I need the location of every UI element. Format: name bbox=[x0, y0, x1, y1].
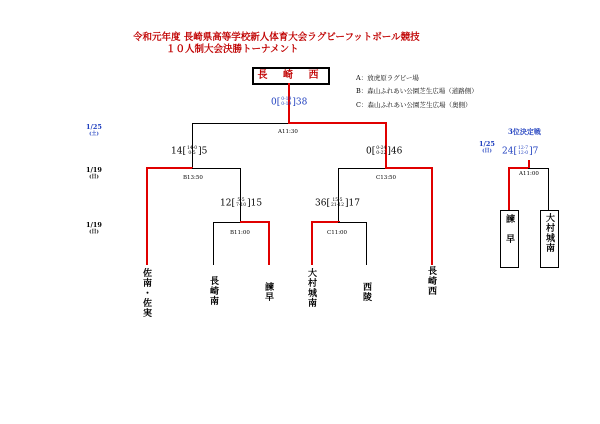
detail-bottom: 0-22 bbox=[376, 151, 387, 156]
semi-right-black bbox=[338, 168, 386, 169]
qf-right-score bbox=[315, 198, 360, 209]
semi-right-red bbox=[385, 167, 433, 169]
team-isahaya: 諫早 bbox=[263, 282, 273, 302]
legend-b: B：森山ふれあい公園芝生広場（道路側） bbox=[356, 87, 478, 95]
score-detail bbox=[376, 146, 386, 156]
page-title: 令和元年度 長崎県高等学校新人体育大会ラグビーフットボール競技 bbox=[133, 32, 420, 43]
team-seiryo: 西陵 bbox=[361, 282, 371, 302]
score-left: 12[ bbox=[220, 198, 235, 209]
semi-left-red bbox=[146, 167, 193, 169]
third-right-line bbox=[548, 168, 549, 210]
detail-top: 12-7 bbox=[517, 146, 529, 151]
date-semifinal bbox=[83, 124, 105, 138]
third-winner-stem bbox=[528, 160, 530, 168]
detail-top: 5-5 bbox=[237, 198, 245, 203]
team4-line bbox=[311, 221, 313, 265]
score-right: ]15 bbox=[247, 198, 263, 209]
team-nagasaki-nishi: 長崎西 bbox=[426, 266, 436, 296]
third-red bbox=[508, 167, 529, 169]
qf-left-slot: B11:00 bbox=[230, 230, 250, 236]
score-right: ]38 bbox=[292, 97, 308, 108]
final-line-right bbox=[288, 122, 386, 124]
detail-top: 0-19 bbox=[281, 97, 292, 102]
detail-bottom: 12-0 bbox=[517, 151, 529, 156]
team3-line bbox=[268, 221, 270, 265]
semi-left-black bbox=[192, 168, 241, 169]
final-score bbox=[271, 97, 307, 108]
team-omura-jonan: 大村城南 bbox=[306, 268, 316, 308]
legend-a: A：放虎原ラグビー場 bbox=[356, 74, 419, 82]
score-right: ]7 bbox=[529, 146, 539, 157]
date-day: (日) bbox=[89, 174, 99, 180]
score-detail bbox=[236, 198, 246, 208]
third-slot: A11:00 bbox=[519, 171, 539, 177]
score-detail bbox=[281, 97, 291, 107]
detail-top: 15-5 bbox=[332, 198, 343, 203]
date-day: (日) bbox=[89, 229, 99, 235]
third-place-title: 3位決定戦 bbox=[508, 127, 541, 136]
score-left: 36[ bbox=[315, 198, 330, 209]
qf-left-red bbox=[240, 221, 270, 223]
score-detail bbox=[187, 146, 197, 156]
final-slot: A11:30 bbox=[278, 129, 298, 135]
date-quarterfinal-1 bbox=[83, 167, 105, 181]
date-text: 1/25 bbox=[479, 140, 495, 148]
team-sanan-sajitsu: 佐南・佐実 bbox=[141, 268, 151, 318]
third-left-line bbox=[508, 167, 510, 210]
date-text: 1/19 bbox=[86, 221, 102, 229]
qf-left-stem bbox=[240, 168, 241, 222]
team1-line bbox=[146, 167, 148, 265]
team-nagasaki-minami: 長崎南 bbox=[208, 276, 218, 306]
final-right-drop bbox=[385, 122, 387, 168]
score-left: 24[ bbox=[502, 146, 517, 157]
semi-left-score bbox=[171, 146, 207, 157]
date-day: (土) bbox=[89, 131, 99, 137]
qf-right-slot: C11:00 bbox=[327, 230, 348, 236]
legend-c: C：森山ふれあい公園芝生広場（奥側） bbox=[356, 101, 472, 109]
team-isahaya-third: 諫 早 bbox=[504, 214, 514, 244]
date-day: (日) bbox=[482, 148, 492, 154]
team2-line bbox=[213, 222, 214, 265]
score-left: 0[ bbox=[366, 146, 376, 157]
date-third-place bbox=[476, 141, 498, 155]
page-subtitle: １０人制大会決勝トーナメント bbox=[166, 44, 299, 55]
score-right: ]46 bbox=[387, 146, 403, 157]
detail-bottom: 21-12 bbox=[330, 203, 344, 208]
team-omura-jonan-third: 大村城南 bbox=[544, 213, 554, 253]
qf-left-score bbox=[220, 198, 262, 209]
qf-right-red bbox=[311, 221, 340, 223]
semi-right-slot: C13:50 bbox=[376, 175, 397, 181]
semi-left-slot: B13:50 bbox=[183, 175, 203, 181]
score-right: ]5 bbox=[198, 146, 208, 157]
third-score bbox=[502, 146, 538, 157]
semi-right-score bbox=[366, 146, 402, 157]
team5-line bbox=[366, 222, 367, 265]
qf-left-black bbox=[213, 222, 241, 223]
champion-box: 長 崎 西 bbox=[252, 67, 330, 85]
date-text: 1/25 bbox=[86, 123, 102, 131]
final-line-left bbox=[192, 123, 289, 124]
team6-line bbox=[431, 167, 433, 265]
date-quarterfinal-2 bbox=[83, 222, 105, 236]
third-black bbox=[528, 168, 548, 169]
score-left: 14[ bbox=[171, 146, 186, 157]
score-detail bbox=[331, 198, 344, 208]
qf-right-stem bbox=[338, 168, 339, 222]
detail-top: 14-0 bbox=[186, 146, 198, 151]
qf-right-black bbox=[338, 222, 366, 223]
detail-top: 0-24 bbox=[376, 146, 387, 151]
score-detail bbox=[518, 146, 528, 156]
score-right: ]17 bbox=[344, 198, 360, 209]
date-text: 1/19 bbox=[86, 166, 102, 174]
detail-bottom: 0-19 bbox=[281, 102, 292, 107]
score-left: 0[ bbox=[271, 97, 281, 108]
detail-bottom: 7-10 bbox=[235, 203, 247, 208]
detail-bottom: 0-5 bbox=[188, 151, 196, 156]
